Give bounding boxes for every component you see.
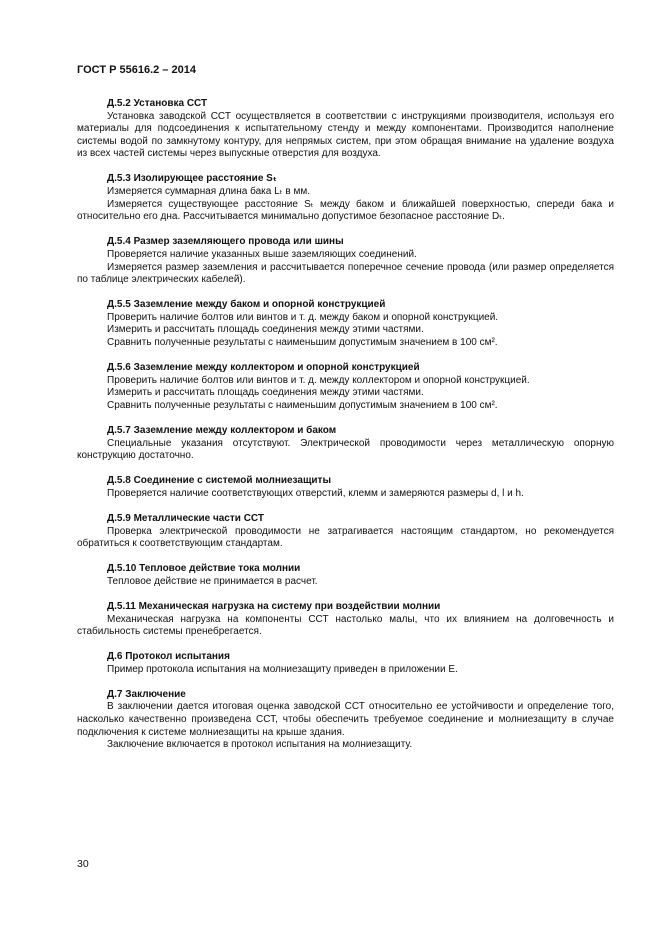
section-d-5-8	[77, 475, 614, 500]
paragraph: Измерить и рассчитать площадь соединения между этими частями.	[107, 324, 424, 336]
section-d-5-4	[77, 236, 614, 286]
paragraph: Установка заводской ССТ осуществляется в соответствии с инструкциями производителя, используя его материалы для подсоединения к испытательному стенду и между компонентами. Производится наполнение системы водой по замкнутому контуру, для непрямых систем, при этом обращая внимание на удаление воздуха из всех частей системы через выпускные отверстия для воздуха.	[77, 110, 614, 160]
paragraph: Проверяется наличие указанных выше заземляющих соединений.	[107, 248, 417, 260]
document-body	[77, 98, 614, 764]
section-heading: Д.5.5 Заземление между баком и опорной конструкцией	[107, 299, 386, 311]
section-heading: Д.7 Заключение	[107, 688, 186, 700]
paragraph: Измеряется суммарная длина бака Lₜ в мм.	[107, 186, 311, 198]
section-d-5-6	[77, 362, 614, 412]
section-heading: Д.5.8 Соединение с системой молниезащиты	[107, 475, 331, 487]
section-d-5-2	[77, 98, 614, 161]
section-heading: Д.6 Протокол испытания	[107, 651, 230, 663]
section-heading: Д.5.6 Заземление между коллектором и опорной конструкцией	[107, 362, 420, 374]
section-heading: Д.5.3 Изолирующее расстояние Sₜ	[107, 173, 277, 185]
paragraph: Проверить наличие болтов или винтов и т. д. между коллектором и опорной конструкцией.	[107, 374, 530, 386]
paragraph: Сравнить полученные результаты с наименьшим допустимым значением в 100 см².	[107, 399, 498, 411]
paragraph: Пример протокола испытания на молниезащиту приведен в приложении Е.	[107, 663, 458, 675]
section-heading: Д.5.7 Заземление между коллектором и баком	[107, 424, 337, 436]
section-heading: Д.5.4 Размер заземляющего провода или шины	[107, 236, 344, 248]
paragraph: Сравнить полученные результаты с наименьшим допустимым значением в 100 см².	[107, 337, 498, 348]
paragraph: Проверить наличие болтов или винтов и т. д. между баком и опорной конструкцией.	[107, 311, 499, 323]
section-d-5-11	[77, 601, 614, 639]
section-d-5-9	[77, 513, 614, 551]
section-heading: Д.5.9 Металлические части ССТ	[107, 512, 264, 524]
paragraph: Измерить и рассчитать площадь соединения между этими частями.	[107, 387, 424, 399]
paragraph: Измеряется размер заземления и рассчитывается поперечное сечение провода (или размер определяется по таблице электрических кабелей).	[77, 261, 614, 286]
paragraph: В заключении дается итоговая оценка заводской ССТ относительно ее устойчивости и определение того, насколько качественно произведена ССТ, чтобы обеспечить требуемое соединение и молниезащиту в случае подключения к системе молниезащиты на крыше здания.	[77, 701, 614, 738]
section-d-5-5	[77, 299, 614, 349]
section-d-5-7	[77, 425, 614, 463]
section-heading: Д.5.10 Тепловое действие тока молнии	[107, 563, 301, 575]
section-heading: Д.5.11 Механическая нагрузка на систему при воздействии молнии	[107, 600, 441, 612]
section-d-6	[77, 651, 614, 676]
section-d-5-10	[77, 563, 614, 588]
section-d-7	[77, 689, 614, 752]
section-heading: Д.5.2 Установка ССТ	[107, 98, 208, 109]
section-d-5-3	[77, 173, 614, 223]
paragraph: Механическая нагрузка на компоненты ССТ настолько малы, что их влиянием на долговечность и стабильность системы пренебрегается.	[77, 613, 614, 638]
paragraph: Тепловое действие не принимается в расчет.	[107, 575, 318, 587]
paragraph: Проверка электрической проводимости не затрагивается настоящим стандартом, но рекомендуется обратиться к соответствующим стандартам.	[77, 525, 614, 550]
paragraph: Измеряется существующее расстояние Sₜ между баком и ближайшей поверхностью, спереди бака и относительно его дна. Рассчитывается минимально допустимое безопасное расстояние Dₜ.	[77, 198, 614, 223]
document-header: ГОСТ Р 55616.2 – 2014	[77, 64, 196, 76]
page-number: 30	[77, 858, 89, 870]
paragraph: Проверяется наличие соответствующих отверстий, клемм и замеряются размеры d, l и h.	[107, 487, 524, 499]
paragraph: Специальные указания отсутствуют. Электрической проводимости через металлическую опорную конструкцию достаточно.	[77, 437, 614, 462]
paragraph: Заключение включается в протокол испытания на молниезащиту.	[107, 739, 413, 751]
